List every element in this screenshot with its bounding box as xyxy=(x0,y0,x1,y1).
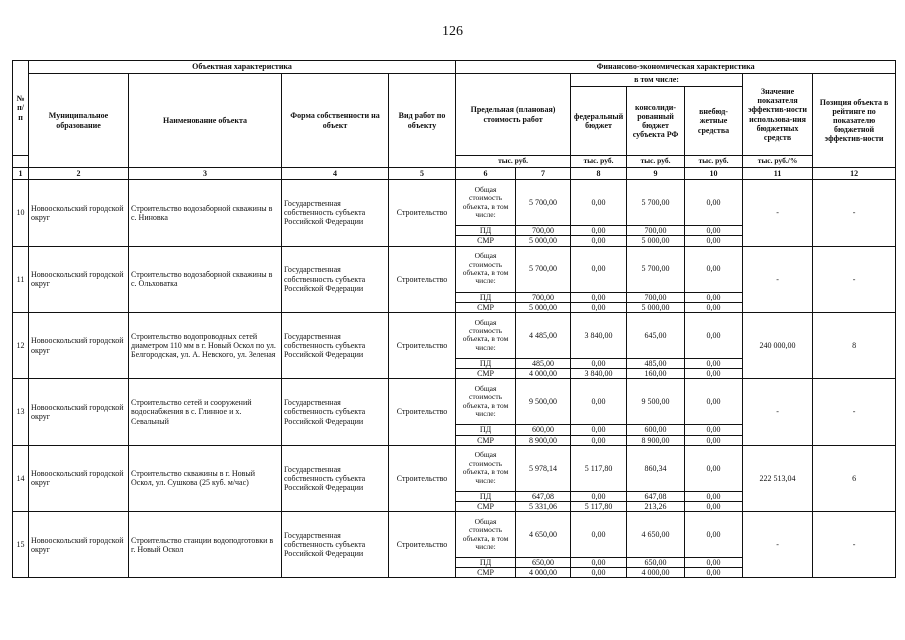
smr-label: СМР xyxy=(456,236,516,246)
rating-cell: - xyxy=(813,180,896,246)
header-object-name: Наименование объекта xyxy=(129,74,282,168)
smr-extrabudget: 0,00 xyxy=(685,568,743,578)
ownership-cell: Государственная собственность субъекта Российской Федерации xyxy=(282,379,389,445)
smr-label: СМР xyxy=(456,568,516,578)
ownership-cell: Государственная собственность субъекта Российской Федерации xyxy=(282,246,389,312)
rating-cell: 6 xyxy=(813,445,896,511)
total-consolidated: 5 700,00 xyxy=(627,180,685,226)
pd-label: ПД xyxy=(456,226,516,236)
work-type-cell: Строительство xyxy=(389,445,456,511)
smr-federal: 0,00 xyxy=(571,236,627,246)
column-number: 4 xyxy=(282,168,389,180)
work-type-cell: Строительство xyxy=(389,512,456,578)
pd-planned-cost: 485,00 xyxy=(516,358,571,368)
table-row xyxy=(13,246,896,292)
pd-planned-cost: 600,00 xyxy=(516,425,571,435)
total-planned-cost: 5 978,14 xyxy=(516,445,571,491)
total-extrabudget: 0,00 xyxy=(685,512,743,558)
pd-federal: 0,00 xyxy=(571,425,627,435)
ownership-cell: Государственная собственность субъекта Российской Федерации xyxy=(282,445,389,511)
row-number: 12 xyxy=(13,312,29,378)
column-number: 2 xyxy=(29,168,129,180)
total-extrabudget: 0,00 xyxy=(685,312,743,358)
investment-objects-table xyxy=(12,60,896,578)
smr-extrabudget: 0,00 xyxy=(685,302,743,312)
smr-planned-cost: 5 000,00 xyxy=(516,236,571,246)
total-cost-label: Общая стоимость объекта, в том числе: xyxy=(456,445,516,491)
smr-planned-cost: 4 000,00 xyxy=(516,369,571,379)
municipality-cell: Новооскольский городской округ xyxy=(29,445,129,511)
unit-consolidated: тыс. руб. xyxy=(627,156,685,168)
total-consolidated: 5 700,00 xyxy=(627,246,685,292)
header-consolidated: консолиди-рованный бюджет субъекта РФ xyxy=(627,87,685,156)
total-federal: 0,00 xyxy=(571,180,627,226)
object-name-cell: Строительство скважины в г. Новый Оскол, ул. Сушкова (25 куб. м/час) xyxy=(129,445,282,511)
indicator-cell: - xyxy=(743,180,813,246)
pd-label: ПД xyxy=(456,491,516,501)
work-type-cell: Строительство xyxy=(389,180,456,246)
indicator-cell: - xyxy=(743,246,813,312)
column-number: 7 xyxy=(516,168,571,180)
total-consolidated: 9 500,00 xyxy=(627,379,685,425)
pd-consolidated: 700,00 xyxy=(627,226,685,236)
row-number: 10 xyxy=(13,180,29,246)
total-federal: 0,00 xyxy=(571,379,627,425)
total-planned-cost: 5 700,00 xyxy=(516,246,571,292)
smr-label: СМР xyxy=(456,302,516,312)
total-cost-label: Общая стоимость объекта, в том числе: xyxy=(456,312,516,358)
column-number: 5 xyxy=(389,168,456,180)
header-row-number-unit-spacer xyxy=(13,156,29,168)
table-header xyxy=(13,61,896,180)
work-type-cell: Строительство xyxy=(389,312,456,378)
pd-consolidated: 485,00 xyxy=(627,358,685,368)
table-body xyxy=(13,180,896,578)
pd-federal: 0,00 xyxy=(571,358,627,368)
table-row xyxy=(13,445,896,491)
total-planned-cost: 4 485,00 xyxy=(516,312,571,358)
pd-extrabudget: 0,00 xyxy=(685,491,743,501)
header-planned-cost: Предельная (плановая) стоимость работ xyxy=(456,74,571,156)
unit-federal: тыс. руб. xyxy=(571,156,627,168)
indicator-cell: - xyxy=(743,379,813,445)
unit-extrabudget: тыс. руб. xyxy=(685,156,743,168)
indicator-cell: - xyxy=(743,512,813,578)
total-extrabudget: 0,00 xyxy=(685,379,743,425)
smr-consolidated: 160,00 xyxy=(627,369,685,379)
smr-extrabudget: 0,00 xyxy=(685,501,743,511)
smr-federal: 0,00 xyxy=(571,568,627,578)
header-in-total: в том числе: xyxy=(571,74,743,87)
row-number: 15 xyxy=(13,512,29,578)
pd-extrabudget: 0,00 xyxy=(685,358,743,368)
unit-indicator: тыс. руб./% xyxy=(743,156,813,168)
column-number: 3 xyxy=(129,168,282,180)
table-row xyxy=(13,512,896,558)
indicator-cell: 222 513,04 xyxy=(743,445,813,511)
total-cost-label: Общая стоимость объекта, в том числе: xyxy=(456,180,516,226)
pd-extrabudget: 0,00 xyxy=(685,425,743,435)
table-row xyxy=(13,312,896,358)
work-type-cell: Строительство xyxy=(389,379,456,445)
header-extrabudget: внебюд-жетные средства xyxy=(685,87,743,156)
municipality-cell: Новооскольский городской округ xyxy=(29,312,129,378)
header-municipality: Муниципальное образование xyxy=(29,74,129,168)
pd-federal: 0,00 xyxy=(571,292,627,302)
smr-extrabudget: 0,00 xyxy=(685,435,743,445)
smr-planned-cost: 8 900,00 xyxy=(516,435,571,445)
object-name-cell: Строительство водопроводных сетей диаметром 110 мм в г. Новый Оскол по ул. Белгородская, ул. А. Невского, ул. Зеленая xyxy=(129,312,282,378)
municipality-cell: Новооскольский городской округ xyxy=(29,512,129,578)
total-planned-cost: 5 700,00 xyxy=(516,180,571,226)
pd-federal: 0,00 xyxy=(571,491,627,501)
column-number: 11 xyxy=(743,168,813,180)
object-name-cell: Строительство водозаборной скважины в с. Ниновка xyxy=(129,180,282,246)
pd-federal: 0,00 xyxy=(571,226,627,236)
row-number: 13 xyxy=(13,379,29,445)
header-financial-group: Финансово-экономическая характеристика xyxy=(456,61,896,74)
total-federal: 0,00 xyxy=(571,512,627,558)
smr-federal: 3 840,00 xyxy=(571,369,627,379)
column-numbers-row xyxy=(13,168,896,180)
pd-label: ПД xyxy=(456,358,516,368)
smr-planned-cost: 5 331,06 xyxy=(516,501,571,511)
header-ownership: Форма собственности на объект xyxy=(282,74,389,168)
smr-planned-cost: 4 000,00 xyxy=(516,568,571,578)
rating-cell: 8 xyxy=(813,312,896,378)
rating-cell: - xyxy=(813,379,896,445)
smr-federal: 0,00 xyxy=(571,302,627,312)
object-name-cell: Строительство станции водоподготовки в г. Новый Оскол xyxy=(129,512,282,578)
object-name-cell: Строительство водозаборной скважины в с. Ольховатка xyxy=(129,246,282,312)
pd-extrabudget: 0,00 xyxy=(685,558,743,568)
smr-extrabudget: 0,00 xyxy=(685,369,743,379)
table-row xyxy=(13,180,896,226)
smr-label: СМР xyxy=(456,501,516,511)
pd-label: ПД xyxy=(456,558,516,568)
total-cost-label: Общая стоимость объекта, в том числе: xyxy=(456,246,516,292)
pd-consolidated: 647,08 xyxy=(627,491,685,501)
smr-label: СМР xyxy=(456,435,516,445)
indicator-cell: 240 000,00 xyxy=(743,312,813,378)
column-number: 10 xyxy=(685,168,743,180)
total-cost-label: Общая стоимость объекта, в том числе: xyxy=(456,512,516,558)
ownership-cell: Государственная собственность субъекта Российской Федерации xyxy=(282,180,389,246)
total-extrabudget: 0,00 xyxy=(685,180,743,226)
total-extrabudget: 0,00 xyxy=(685,445,743,491)
total-consolidated: 860,34 xyxy=(627,445,685,491)
pd-planned-cost: 700,00 xyxy=(516,292,571,302)
total-cost-label: Общая стоимость объекта, в том числе: xyxy=(456,379,516,425)
pd-planned-cost: 647,08 xyxy=(516,491,571,501)
header-work-type: Вид работ по объекту xyxy=(389,74,456,168)
smr-extrabudget: 0,00 xyxy=(685,236,743,246)
rating-cell: - xyxy=(813,512,896,578)
smr-consolidated: 8 900,00 xyxy=(627,435,685,445)
total-extrabudget: 0,00 xyxy=(685,246,743,292)
pd-planned-cost: 650,00 xyxy=(516,558,571,568)
pd-federal: 0,00 xyxy=(571,558,627,568)
unit-planned-cost: тыс. руб. xyxy=(456,156,571,168)
ownership-cell: Государственная собственность субъекта Российской Федерации xyxy=(282,512,389,578)
page-number: 126 xyxy=(442,24,463,39)
smr-consolidated: 213,26 xyxy=(627,501,685,511)
column-number: 9 xyxy=(627,168,685,180)
smr-consolidated: 5 000,00 xyxy=(627,302,685,312)
work-type-cell: Строительство xyxy=(389,246,456,312)
total-planned-cost: 9 500,00 xyxy=(516,379,571,425)
header-indicator: Значение показателя эффектив-ности использова-ния бюджетных средств xyxy=(743,74,813,156)
municipality-cell: Новооскольский городской округ xyxy=(29,379,129,445)
smr-federal: 5 117,80 xyxy=(571,501,627,511)
smr-consolidated: 4 000,00 xyxy=(627,568,685,578)
object-name-cell: Строительство сетей и сооружений водоснабжения в с. Глинное и х. Севальный xyxy=(129,379,282,445)
column-number: 6 xyxy=(456,168,516,180)
total-consolidated: 645,00 xyxy=(627,312,685,358)
pd-planned-cost: 700,00 xyxy=(516,226,571,236)
table-row xyxy=(13,379,896,425)
row-number: 14 xyxy=(13,445,29,511)
pd-consolidated: 650,00 xyxy=(627,558,685,568)
pd-consolidated: 600,00 xyxy=(627,425,685,435)
total-federal: 3 840,00 xyxy=(571,312,627,358)
pd-extrabudget: 0,00 xyxy=(685,226,743,236)
header-federal: федеральный бюджет xyxy=(571,87,627,156)
smr-federal: 0,00 xyxy=(571,435,627,445)
column-number: 1 xyxy=(13,168,29,180)
total-consolidated: 4 650,00 xyxy=(627,512,685,558)
pd-label: ПД xyxy=(456,292,516,302)
municipality-cell: Новооскольский городской округ xyxy=(29,246,129,312)
rating-cell: - xyxy=(813,246,896,312)
pd-extrabudget: 0,00 xyxy=(685,292,743,302)
total-planned-cost: 4 650,00 xyxy=(516,512,571,558)
row-number: 11 xyxy=(13,246,29,312)
total-federal: 5 117,80 xyxy=(571,445,627,491)
total-federal: 0,00 xyxy=(571,246,627,292)
smr-consolidated: 5 000,00 xyxy=(627,236,685,246)
pd-consolidated: 700,00 xyxy=(627,292,685,302)
smr-label: СМР xyxy=(456,369,516,379)
column-number: 12 xyxy=(813,168,896,180)
smr-planned-cost: 5 000,00 xyxy=(516,302,571,312)
header-object-group: Объектная характеристика xyxy=(29,61,456,74)
header-row-number: № п/п xyxy=(13,61,29,156)
municipality-cell: Новооскольский городской округ xyxy=(29,180,129,246)
header-rating: Позиция объекта в рейтинге по показателю бюджетной эффектив-ности xyxy=(813,74,896,168)
column-number: 8 xyxy=(571,168,627,180)
pd-label: ПД xyxy=(456,425,516,435)
ownership-cell: Государственная собственность субъекта Российской Федерации xyxy=(282,312,389,378)
